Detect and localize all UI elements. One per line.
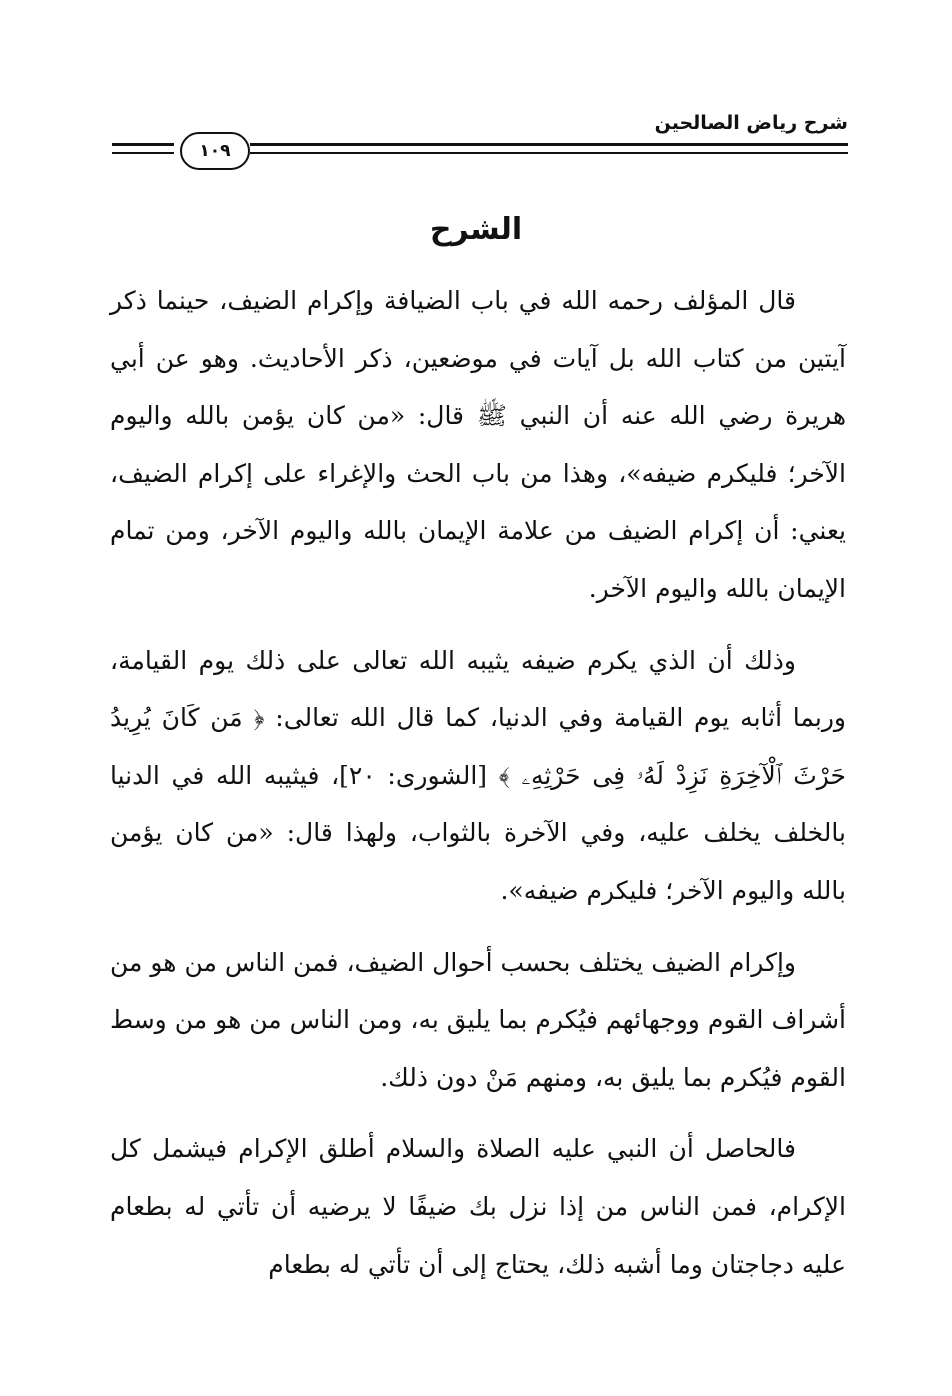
body-text bbox=[110, 272, 846, 1307]
book-title: شرح رياض الصالحين bbox=[654, 112, 848, 134]
page-number: ١٠٩ bbox=[180, 132, 250, 170]
header-rule-left bbox=[112, 143, 174, 146]
paragraph: وذلك أن الذي يكرم ضيفه يثيبه الله تعالى على ذلك يوم القيامة، وربما أثابه يوم القيامة وفي الدنيا، كما قال الله تعالى: ﴿ مَن كَانَ يُرِيدُ حَرْثَ ٱلْآخِرَةِ نَزِدْ لَهُۥ فِى حَرْثِهِۦ ﴾ [الشورى: ٢٠]، فيثيبه الله في الدنيا بالخلف يخلف عليه، وفي الآخرة بالثواب، ولهذا قال: «من كان يؤمن بالله واليوم الآخر؛ فليكرم ضيفه». bbox=[110, 645, 846, 905]
header-rule-left-secondary bbox=[112, 152, 174, 154]
section-title: الشرح bbox=[429, 212, 523, 247]
page-header bbox=[112, 112, 848, 172]
paragraph: فالحاصل أن النبي عليه الصلاة والسلام أطلق الإكرام فيشمل كل الإكرام، فمن الناس من إذا نزل بك ضيفًا لا يرضيه أن تأتي له بطعام عليه دجاجتان وما أشبه ذلك، يحتاج إلى أن تأتي له بطعام bbox=[110, 1134, 846, 1279]
paragraph: وإكرام الضيف يختلف بحسب أحوال الضيف، فمن الناس من هو من أشراف القوم ووجهائهم فيُكرم بما يليق به، ومن الناس من هو من وسط القوم فيُكرم بما يليق به، ومنهم مَنْ دون ذلك. bbox=[110, 947, 846, 1092]
paragraph: قال المؤلف رحمه الله في باب الضيافة وإكرام الضيف، حينما ذكر آيتين من كتاب الله بل آيات في موضعين، ذكر الأحاديث. وهو عن أبي هريرة رضي الله عنه أن النبي ﷺ قال: «من كان يؤمن بالله واليوم الآخر؛ فليكرم ضيفه»، وهذا من باب الحث والإغراء على إكرام الضيف، يعني: أن إكرام الضيف من علامة الإيمان بالله واليوم الآخر، ومن تمام الإيمان بالله واليوم الآخر. bbox=[110, 286, 846, 603]
header-rule-secondary bbox=[250, 152, 848, 154]
header-rule bbox=[250, 143, 848, 146]
